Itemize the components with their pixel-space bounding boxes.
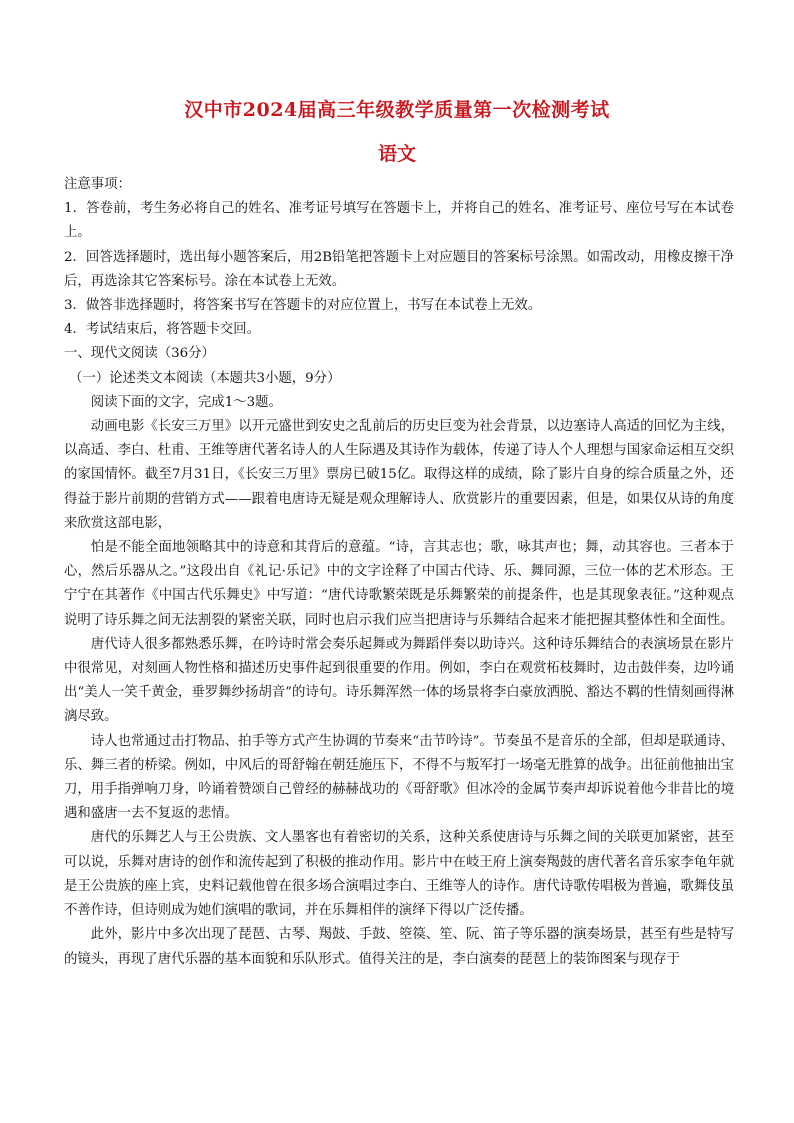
article-paragraph: 此外，影片中多次出现了琵琶、古琴、羯鼓、手鼓、箜篌、笙、阮、笛子等乐器的演奏场景，甚至有些是特写的镜头，再现了唐代乐器的基本面貌和乐队形式。值得关注的是，李白演奏的琵琶上的装饰图案与现存于 [64, 927, 734, 967]
notice-item: 3．做答非选择题时，将答案书写在答题卡的对应位置上，书写在本试卷上无效。 [64, 298, 542, 314]
notice-item: 2．回答选择题时，选出每小题答案后，用2B铅笔把答题卡上对应题目的答案标号涂黑。如需改动，用橡皮擦干净后，再选涂其它答案标号。涂在本试卷上无效。 [64, 249, 734, 289]
subject-title: 语文 [377, 143, 416, 165]
article-paragraph: 诗人也常通过击打物品、拍手等方式产生协调的节奏来“击节吟诗”。节奏虽不是音乐的全部，但却是联通诗、乐、舞三者的桥梁。例如，中风后的哥舒翰在朝廷施压下，不得不与叛军打一场毫无胜算的战争。出征前他抽出宝刀，用手指弹响刀身，吟诵着赞颂自己曾经的赫赫战功的《哥舒歌》但冰冷的金属节奏声却诉说着他今非昔比的境遇和盛唐一去不复返的悲情。 [64, 733, 734, 822]
article-paragraph: 怕是不能全面地领略其中的诗意和其背后的意蕴。“诗，言其志也；歌，咏其声也；舞，动其容也。三者本于心，然后乐器从之。”这段出自《礼记·乐记》中的文字诠释了中国古代诗、乐、舞同源，三位一体的艺术形态。王宁宁在其著作《中国古代乐舞史》中写道：“唐代诗歌繁荣既是乐舞繁荣的前提条件，也是其现象表征。”这种观点说明了诗乐舞之间无法割裂的紧密关联，同时也启示我们应当把唐诗与乐舞结合起来才能把握其整体性和全面性。 [64, 540, 734, 628]
article-paragraph: 唐代诗人很多都熟悉乐舞，在吟诗时常会奏乐起舞或为舞蹈伴奏以助诗兴。这种诗乐舞结合的表演场景在影片中很常见，对刻画人物性格和描述历史事件起到很重要的作用。例如，李白在观赏柘枝舞时，边击鼓伴奏，边吟诵出“美人一笑千黄金，垂罗舞纱扬胡音”的诗句。诗乐舞浑然一体的场景将李白豪放洒脱、豁达不羁的性情刻画得淋漓尽致。 [64, 636, 734, 725]
notice-item: 4．考试结束后，将答题卡交回。 [64, 322, 260, 338]
notice-item: 1．答卷前，考生务必将自己的姓名、准考证号填写在答题卡上，并将自己的姓名、准考证号、座位号写在本试卷上。 [64, 201, 734, 241]
article-paragraph: 动画电影《长安三万里》以开元盛世到安史之乱前后的历史巨变为社会背景，以边塞诗人高适的回忆为主线，以高适、李白、杜甫、王维等唐代著名诗人的人生际遇及其诗作为载体，传递了诗人个人理想与国家命运相互交织的家国情怀。截至7月31日，《长安三万里》票房已破15亿。取得这样的成绩，除了影片自身的综合质量之外，还得益于影片前期的营销方式——跟着电唐诗无疑是观众理解诗人、欣赏影片的重要因素，但是，如果仅从诗的角度来欣赏这部电影， [64, 419, 734, 531]
exam-title: 汉中市2024届高三年级教学质量第一次检测考试 [184, 99, 610, 121]
notice-heading: 注意事项： [64, 177, 131, 192]
exam-body [64, 173, 734, 972]
section-heading: 一、现代文阅读（36分） [64, 346, 215, 362]
article-paragraph: 唐代的乐舞艺人与王公贵族、文人墨客也有着密切的关系，这种关系使唐诗与乐舞之间的关联更加紧密，甚至可以说，乐舞对唐诗的创作和流传起到了积极的推动作用。影片中在岐王府上演奏羯鼓的唐代著名音乐家李龟年就是王公贵族的座上宾，史料记载他曾在很多场合演唱过李白、王维等人的诗作。唐代诗歌传唱极为普遍，歌舞伎虽不善作诗，但诗则成为她们演唱的歌词，并在乐舞相伴的演绎下得以广泛传播。 [64, 830, 734, 919]
reading-instruction: 阅读下面的文字，完成1～3题。 [90, 394, 282, 410]
subsection-heading: （一）论述类文本阅读（本题共3小题，9分） [69, 370, 341, 386]
